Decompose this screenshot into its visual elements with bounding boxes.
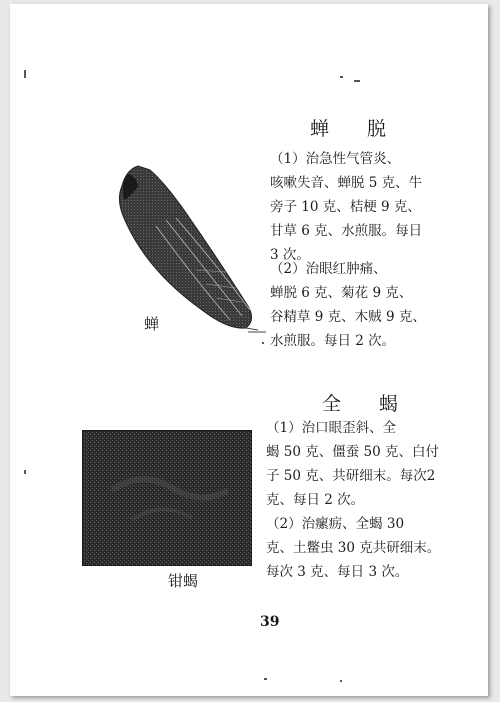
scan-speck — [24, 70, 26, 78]
cicada-illustration — [106, 160, 270, 340]
scan-speck — [264, 678, 267, 680]
scan-speck — [340, 680, 342, 682]
caption-scorpion: 钳蝎 — [168, 572, 199, 590]
paragraph-chantui-1: （1）治急性气管炎、 咳嗽失音、蝉脱 5 克、牛 旁子 10 克、桔梗 9 克、 甘草 6 克、水煎服。每日 3 次。 — [270, 151, 423, 263]
page-number: 39 — [260, 614, 280, 630]
scan-speck — [24, 470, 26, 474]
scan-speck — [262, 342, 264, 344]
paragraph-quanxie-2: （2）治瘰疬、全蝎 30 克、土鳖虫 30 克共研细末。 每次 3 克、每日 3 次。 — [266, 516, 441, 580]
section-title-chantui: 蝉 脱 — [310, 118, 403, 140]
section-title-quanxie: 全 蝎 — [322, 393, 415, 415]
paragraph-quanxie-1: （1）治口眼歪斜、全 蝎 50 克、僵蚕 50 克、白付 子 50 克、共研细末。每次2 克、每日 2 次。 — [266, 420, 440, 508]
paragraph-chantui-2: （2）治眼红肿痛、 蝉脱 6 克、菊花 9 克、 谷精草 9 克、木贼 9 克、 水煎服。每日 2 次。 — [270, 261, 426, 349]
caption-cicada: 蝉 — [144, 315, 160, 333]
book-page — [10, 4, 488, 696]
scan-speck — [340, 76, 343, 78]
scorpion-photo — [82, 430, 252, 566]
scan-speck — [354, 80, 360, 82]
